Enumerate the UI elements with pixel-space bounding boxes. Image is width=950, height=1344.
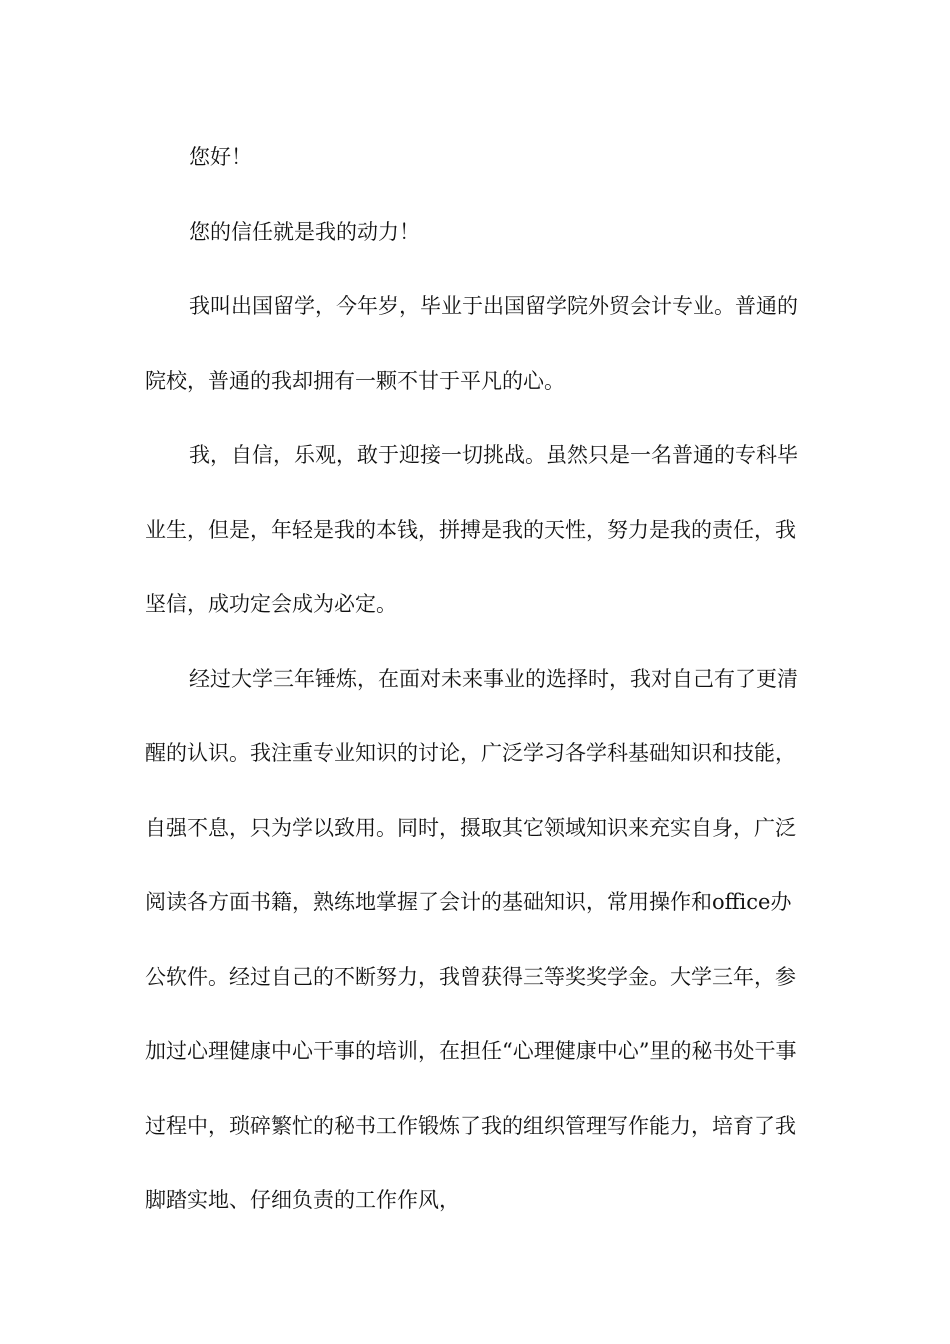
greeting-paragraph: 您好！ [189, 145, 252, 169]
introduction-paragraph: 我叫出国留学，今年岁，毕业于出国留学院外贸会计专业。普通的院校，普通的我却拥有一颗不甘于平凡的心。 [145, 294, 798, 393]
trust-paragraph: 您的信任就是我的动力！ [189, 219, 420, 244]
experience-paragraph: 经过大学三年锤炼，在面对未来事业的选择时，我对自己有了更清醒的认识。我注重专业知识的讨论，广泛学习各学科基础知识和技能，自强不息，只为学以致用。同时，摄取其它领域知识来充实自身，广泛阅读各方面书籍，熟练地掌握了会计的基础知识，常用操作和office办公软件。经过自己的不断努力，我曾获得三等奖奖学金。大学三年，参加过心理健康中心干事的培训，在担任“心理健康中心”里的秘书处干事过程中，琐碎繁忙的秘书工作锻炼了我的组织管理写作能力，培育了我脚踏实地、仔细负责的工作作风， [145, 666, 798, 1212]
personality-paragraph: 我，自信，乐观，敢于迎接一切挑战。虽然只是一名普通的专科毕业生，但是，年轻是我的本钱，拼搏是我的天性，努力是我的责任，我坚信，成功定会成为必定。 [145, 443, 798, 616]
document-body [145, 120, 810, 1238]
